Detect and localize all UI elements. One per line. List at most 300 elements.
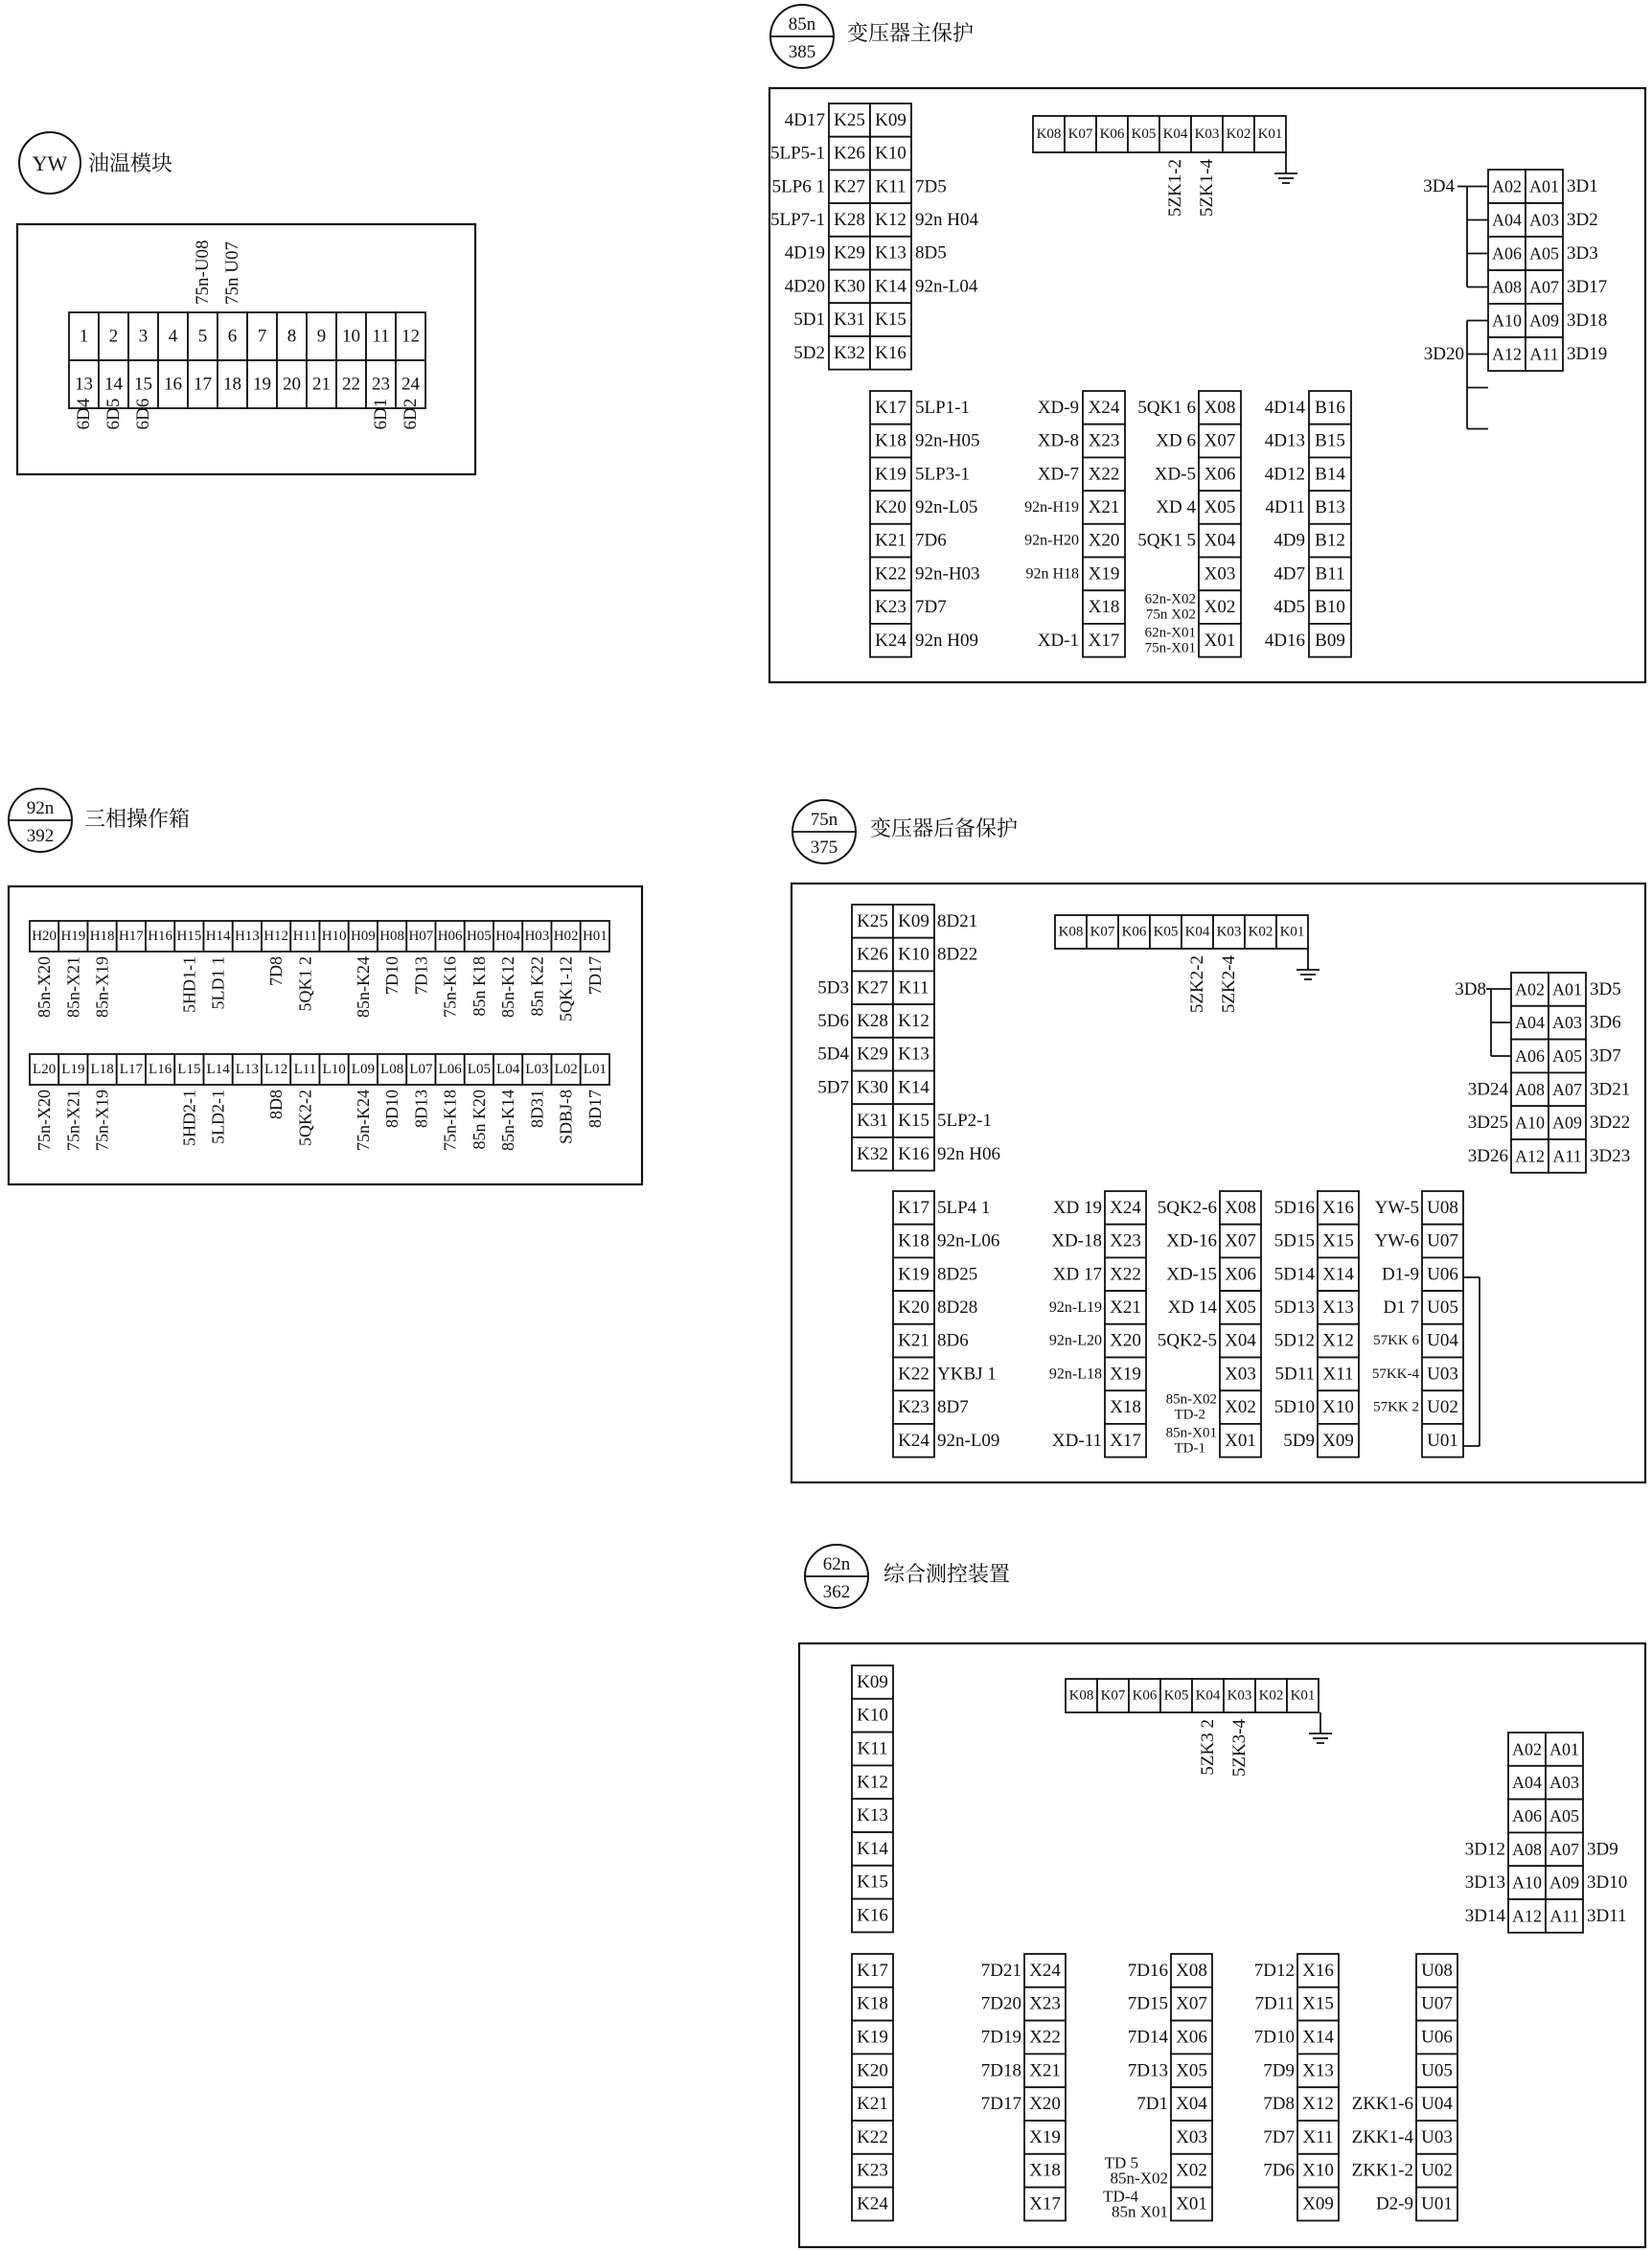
yw-below-label: 6D6 xyxy=(133,398,153,430)
terminal-id: K02 xyxy=(1258,1688,1284,1704)
terminal-id: U06 xyxy=(1427,1264,1458,1285)
terminal-id: A02 xyxy=(1492,176,1522,196)
n85-badge-top: 85n xyxy=(788,14,816,34)
terminal-label: 4D17 xyxy=(784,109,825,130)
terminal-id: K24 xyxy=(875,630,906,651)
terminal-id: K05 xyxy=(1163,1688,1189,1704)
terminal-id: A12 xyxy=(1512,1906,1542,1926)
terminal-id: X21 xyxy=(1088,496,1120,517)
terminal-id: A11 xyxy=(1552,1146,1582,1166)
terminal-label: 5D10 xyxy=(1273,1397,1315,1418)
terminal-id: K28 xyxy=(857,1010,888,1031)
yw-below-label: 6D1 xyxy=(371,398,391,430)
strip-label: 5ZK2-4 xyxy=(1219,955,1239,1014)
terminal-id: X15 xyxy=(1302,1993,1334,2014)
terminal-id: 9 xyxy=(316,326,327,347)
l-row-label: 8D13 xyxy=(411,1090,431,1128)
terminal-id: A09 xyxy=(1549,1872,1579,1893)
terminal-label: TD-4 xyxy=(1103,2187,1138,2206)
terminal-label: 8D7 xyxy=(937,1397,969,1418)
terminal-label: 7D13 xyxy=(1127,2060,1168,2081)
terminal-id: X08 xyxy=(1176,1960,1207,1981)
terminal-id: A04 xyxy=(1492,210,1522,230)
terminal-label: 92n H04 xyxy=(915,209,978,230)
terminal-label: 4D12 xyxy=(1264,464,1305,485)
terminal-label: XD-7 xyxy=(1037,464,1079,485)
terminal-id: K11 xyxy=(875,176,906,197)
terminal-label: 8D22 xyxy=(937,944,978,965)
terminal-id: X01 xyxy=(1204,630,1236,651)
terminal-id: H11 xyxy=(292,929,318,944)
h-row-label: 7D13 xyxy=(411,956,431,995)
terminal-label: ZKK1-2 xyxy=(1351,2160,1413,2181)
terminal-id: A02 xyxy=(1515,979,1545,999)
terminal-id: U03 xyxy=(1427,1364,1458,1385)
terminal-id: K26 xyxy=(857,944,888,965)
terminal-id: K26 xyxy=(834,143,865,164)
terminal-id: X02 xyxy=(1176,2160,1207,2181)
terminal-label: 7D9 xyxy=(1263,2060,1295,2081)
terminal-id: A04 xyxy=(1512,1773,1542,1793)
terminal-label: 75n-X01 xyxy=(1144,640,1196,656)
terminal-label: 3D18 xyxy=(1567,310,1608,331)
terminal-label: 5LP6 1 xyxy=(771,176,825,197)
h-row-label: 85n K22 xyxy=(527,956,547,1017)
terminal-id: X14 xyxy=(1322,1264,1354,1285)
l-row-label: 8D17 xyxy=(585,1090,605,1128)
terminal-id: A10 xyxy=(1492,310,1522,331)
terminal-label: XD-1 xyxy=(1037,630,1079,651)
l-row-label: SDBJ-8 xyxy=(556,1090,576,1145)
terminal-id: U07 xyxy=(1427,1230,1458,1251)
terminal-label: 8D25 xyxy=(937,1264,978,1285)
terminal-id: X07 xyxy=(1204,430,1236,451)
terminal-id: K08 xyxy=(1068,1688,1094,1704)
terminal-id: B16 xyxy=(1315,397,1345,418)
terminal-id: L11 xyxy=(293,1062,317,1077)
terminal-label: 57KK 2 xyxy=(1373,1399,1419,1415)
terminal-id: X04 xyxy=(1225,1330,1256,1351)
terminal-id: X08 xyxy=(1225,1197,1256,1218)
terminal-id: K20 xyxy=(875,496,906,517)
terminal-id: U07 xyxy=(1421,1993,1453,2014)
terminal-label: 7D8 xyxy=(1263,2094,1295,2115)
terminal-id: 22 xyxy=(342,374,360,395)
terminal-id: X23 xyxy=(1029,1993,1061,2014)
terminal-id: 11 xyxy=(372,326,390,347)
terminal-id: H17 xyxy=(118,929,144,944)
terminal-id: X07 xyxy=(1176,1993,1207,2014)
terminal-label: 92n H09 xyxy=(915,630,978,651)
terminal-id: B15 xyxy=(1315,430,1345,451)
terminal-id: X22 xyxy=(1110,1264,1141,1285)
terminal-id: X23 xyxy=(1110,1230,1141,1251)
terminal-id: 21 xyxy=(312,374,331,395)
terminal-label: XD-18 xyxy=(1051,1230,1102,1251)
terminal-id: L15 xyxy=(177,1062,201,1077)
l-row-label: 75n-X20 xyxy=(34,1090,55,1151)
terminal-id: H07 xyxy=(408,929,434,944)
terminal-id: K13 xyxy=(857,1805,888,1826)
terminal-id: X06 xyxy=(1204,464,1236,485)
terminal-id: X17 xyxy=(1088,630,1120,651)
terminal-label: 8D6 xyxy=(937,1330,969,1351)
terminal-id: X09 xyxy=(1322,1430,1354,1451)
terminal-id: X24 xyxy=(1110,1197,1141,1218)
terminal-id: X20 xyxy=(1029,2094,1061,2115)
terminal-id: K14 xyxy=(857,1838,888,1859)
terminal-label: XD 19 xyxy=(1052,1197,1102,1218)
h-row-label: 85n K18 xyxy=(469,956,489,1017)
terminal-label: 85n-X01 xyxy=(1165,1425,1217,1441)
terminal-id: K29 xyxy=(834,242,865,264)
terminal-id: L02 xyxy=(554,1062,578,1077)
terminal-label: 5LP7-1 xyxy=(770,209,825,230)
terminal-id: K21 xyxy=(857,2094,888,2115)
terminal-id: K31 xyxy=(857,1111,888,1132)
terminal-id: A02 xyxy=(1512,1739,1542,1759)
terminal-label: 5D6 xyxy=(817,1010,849,1031)
terminal-id: X21 xyxy=(1110,1297,1141,1318)
n92-title: 三相操作箱 xyxy=(84,808,191,832)
n85-badge-bottom: 385 xyxy=(788,42,816,62)
terminal-id: X06 xyxy=(1225,1264,1256,1285)
terminal-label: 4D19 xyxy=(784,242,825,264)
terminal-label: 85n-X02 xyxy=(1110,2169,1168,2188)
strip-label: 5ZK1-2 xyxy=(1165,159,1185,218)
terminal-id: A03 xyxy=(1552,1013,1582,1033)
terminal-label: 7D6 xyxy=(915,530,947,551)
terminal-id: X07 xyxy=(1225,1230,1256,1251)
terminal-id: K27 xyxy=(834,176,865,197)
terminal-id: K16 xyxy=(875,342,906,363)
terminal-id: B11 xyxy=(1315,563,1345,585)
terminal-id: X01 xyxy=(1225,1430,1256,1451)
terminal-id: K05 xyxy=(1153,924,1179,940)
terminal-id: X19 xyxy=(1088,563,1120,585)
terminal-id: K10 xyxy=(857,1705,888,1726)
terminal-id: K09 xyxy=(898,910,929,931)
terminal-label: 7D7 xyxy=(1263,2126,1295,2147)
terminal-id: A05 xyxy=(1552,1046,1582,1066)
terminal-id: H06 xyxy=(437,929,463,944)
terminal-id: X01 xyxy=(1176,2193,1207,2215)
terminal-label: XD-5 xyxy=(1154,464,1196,485)
terminal-id: U03 xyxy=(1421,2126,1453,2147)
terminal-id: U01 xyxy=(1427,1430,1458,1451)
n75-header xyxy=(792,800,1018,863)
terminal-id: H04 xyxy=(495,929,521,944)
terminal-label: 3D24 xyxy=(1467,1079,1508,1100)
terminal-label: D2-9 xyxy=(1375,2193,1413,2215)
terminal-label: D1-9 xyxy=(1381,1264,1419,1285)
terminal-label: 7D18 xyxy=(980,2060,1021,2081)
terminal-label: ZKK1-4 xyxy=(1351,2126,1413,2147)
terminal-id: X24 xyxy=(1088,397,1120,418)
terminal-id: X22 xyxy=(1029,2027,1061,2048)
terminal-id: U01 xyxy=(1421,2193,1453,2215)
terminal-id: K12 xyxy=(898,1010,929,1031)
terminal-label: 3D4 xyxy=(1423,176,1455,196)
terminal-label: 3D14 xyxy=(1464,1905,1505,1926)
n62-header xyxy=(805,1545,1010,1608)
strip-label: 5ZK3-4 xyxy=(1229,1719,1250,1778)
terminal-id: K18 xyxy=(898,1230,929,1251)
l-row-label: 75n-X19 xyxy=(92,1090,112,1151)
terminal-id: K27 xyxy=(857,977,888,999)
terminal-id: 24 xyxy=(402,374,420,395)
terminal-id: K12 xyxy=(857,1772,888,1793)
terminal-id: X05 xyxy=(1204,496,1236,517)
terminal-id: K09 xyxy=(857,1671,888,1692)
terminal-label: 5D15 xyxy=(1273,1230,1315,1251)
terminal-label: 5QK2-5 xyxy=(1157,1330,1217,1351)
terminal-label: XD 14 xyxy=(1167,1297,1217,1318)
terminal-id: K02 xyxy=(1226,126,1251,142)
terminal-label: 62n-X02 xyxy=(1144,591,1196,608)
terminal-label: 7D6 xyxy=(1263,2160,1295,2181)
terminal-id: K10 xyxy=(875,143,906,164)
terminal-label: 85n-X02 xyxy=(1165,1391,1217,1408)
terminal-id: 2 xyxy=(108,326,119,347)
terminal-id: H13 xyxy=(234,929,260,944)
terminal-label: 3D5 xyxy=(1590,978,1621,999)
terminal-id: K10 xyxy=(898,944,929,965)
terminal-id: B09 xyxy=(1315,630,1345,651)
terminal-id: A11 xyxy=(1549,1906,1579,1926)
terminal-label: TD-2 xyxy=(1174,1407,1205,1423)
terminal-label: 5D1 xyxy=(793,310,825,331)
terminal-id: L17 xyxy=(119,1062,143,1077)
terminal-id: 3 xyxy=(138,326,149,347)
terminal-label: 5D11 xyxy=(1274,1364,1315,1385)
terminal-label: 5LP1-1 xyxy=(915,397,970,418)
terminal-id: 6 xyxy=(227,326,238,347)
terminal-label: 7D14 xyxy=(1127,2027,1168,2048)
terminal-label: 3D19 xyxy=(1567,344,1608,364)
terminal-id: K30 xyxy=(857,1077,888,1098)
terminal-label: 7D17 xyxy=(980,2094,1021,2115)
terminal-id: K22 xyxy=(898,1364,929,1385)
l-row-label: 8D10 xyxy=(382,1090,402,1128)
terminal-id: X12 xyxy=(1302,2094,1334,2115)
terminal-id: A07 xyxy=(1529,277,1559,297)
terminal-label: 7D21 xyxy=(980,1960,1021,1981)
terminal-id: H14 xyxy=(205,929,231,944)
h-row-label: 5QK1 2 xyxy=(295,956,315,1012)
terminal-label: XD-8 xyxy=(1037,430,1079,451)
terminal-label: 92n H06 xyxy=(937,1143,1000,1164)
terminal-id: H19 xyxy=(60,929,86,944)
terminal-label: 57KK-4 xyxy=(1371,1366,1419,1382)
terminal-id: H03 xyxy=(524,929,550,944)
terminal-id: K14 xyxy=(875,276,906,297)
terminal-label: 92n-L05 xyxy=(915,496,978,517)
terminal-label: TD 5 xyxy=(1104,2153,1138,2172)
terminal-label: 5D4 xyxy=(817,1044,849,1065)
l-row-label: 85n K20 xyxy=(469,1090,489,1150)
terminal-label: 92n-L06 xyxy=(937,1230,1000,1251)
terminal-id: 15 xyxy=(134,374,152,395)
n75-badge-top: 75n xyxy=(810,810,838,830)
n92-header xyxy=(9,789,190,852)
terminal-id: A08 xyxy=(1492,277,1522,297)
l-row-label: 85n-K14 xyxy=(498,1090,518,1151)
terminal-id: K15 xyxy=(857,1871,888,1893)
terminal-id: A08 xyxy=(1515,1079,1545,1099)
terminal-id: X08 xyxy=(1204,397,1236,418)
terminal-label: 4D5 xyxy=(1273,597,1305,618)
terminal-label: 92n-L19 xyxy=(1048,1298,1102,1316)
terminal-id: X11 xyxy=(1302,2126,1334,2147)
h-row-label: 85n-X20 xyxy=(34,956,55,1018)
terminal-label: YW-6 xyxy=(1374,1230,1419,1251)
terminal-id: 14 xyxy=(104,374,123,395)
terminal-id: U02 xyxy=(1427,1397,1458,1418)
terminal-id: X15 xyxy=(1322,1230,1354,1251)
terminal-label: 92n H18 xyxy=(1025,565,1079,583)
terminal-id: B13 xyxy=(1315,496,1345,517)
terminal-id: K08 xyxy=(1036,126,1062,142)
terminal-id: K20 xyxy=(857,2060,888,2081)
terminal-label: 75n X02 xyxy=(1145,607,1196,623)
terminal-label: 3D6 xyxy=(1590,1012,1621,1033)
terminal-label: 8D21 xyxy=(937,910,978,931)
strip-label: 5ZK3 2 xyxy=(1198,1719,1218,1776)
yw-header xyxy=(19,132,172,194)
terminal-id: K07 xyxy=(1090,924,1115,940)
terminal-id: X05 xyxy=(1176,2060,1207,2081)
terminal-label: XD 4 xyxy=(1156,496,1196,517)
terminal-id: H05 xyxy=(466,929,492,944)
terminal-id: K32 xyxy=(857,1143,888,1164)
terminal-id: X17 xyxy=(1110,1430,1141,1451)
terminal-id: K01 xyxy=(1279,924,1305,940)
terminal-id: K03 xyxy=(1227,1688,1252,1704)
terminal-id: K31 xyxy=(834,310,865,331)
terminal-id: X02 xyxy=(1225,1397,1256,1418)
terminal-id: A01 xyxy=(1552,979,1582,999)
terminal-id: K01 xyxy=(1257,126,1283,142)
yw-above-label: 75n U07 xyxy=(222,241,242,305)
terminal-id: L08 xyxy=(380,1062,404,1077)
terminal-label: 7D11 xyxy=(1254,1993,1295,2014)
strip-label: 5ZK1-4 xyxy=(1197,159,1217,218)
terminal-label: 92n-L20 xyxy=(1048,1332,1102,1349)
terminal-label: 92n-L04 xyxy=(915,276,978,297)
terminal-id: A05 xyxy=(1549,1806,1579,1825)
terminal-id: H10 xyxy=(321,929,347,944)
h-row-label: 7D17 xyxy=(585,956,605,995)
terminal-id: K29 xyxy=(857,1044,888,1065)
terminal-label: 92n-H19 xyxy=(1024,498,1079,516)
terminal-id: A05 xyxy=(1529,243,1559,264)
terminal-label: 5D16 xyxy=(1273,1197,1315,1218)
terminal-id: K17 xyxy=(875,397,906,418)
terminal-id: K11 xyxy=(898,977,929,999)
n85-title: 变压器主保护 xyxy=(847,22,975,46)
terminal-label: 5D3 xyxy=(817,977,849,999)
terminal-id: K07 xyxy=(1067,126,1093,142)
terminal-id: X16 xyxy=(1322,1197,1354,1218)
terminal-label: YW-5 xyxy=(1374,1197,1419,1218)
terminal-id: L01 xyxy=(583,1062,607,1077)
terminal-id: K11 xyxy=(857,1738,888,1759)
terminal-id: H01 xyxy=(582,929,608,944)
terminal-id: K03 xyxy=(1194,126,1220,142)
n92-badge-top: 92n xyxy=(26,798,55,818)
l-row-label: 5HD2-1 xyxy=(179,1090,199,1146)
terminal-id: K21 xyxy=(898,1330,929,1351)
terminal-id: K18 xyxy=(875,430,906,451)
terminal-label: 3D7 xyxy=(1590,1045,1621,1067)
h-row-label: 85n-K12 xyxy=(498,956,518,1018)
terminal-id: K30 xyxy=(834,276,865,297)
terminal-label: 5D13 xyxy=(1273,1297,1315,1318)
terminal-label: 7D10 xyxy=(1253,2027,1295,2048)
terminal-label: 3D25 xyxy=(1467,1113,1508,1134)
terminal-id: X18 xyxy=(1088,597,1120,618)
terminal-label: 4D20 xyxy=(784,276,825,297)
yw-above-label: 75n-U08 xyxy=(193,240,213,305)
terminal-label: D1 7 xyxy=(1383,1297,1419,1318)
h-row-label: 5HD1-1 xyxy=(179,956,199,1013)
l-row-label: 75n-X21 xyxy=(63,1090,83,1151)
terminal-label: 3D22 xyxy=(1590,1113,1631,1134)
terminal-id: K23 xyxy=(875,597,906,618)
terminal-id: K24 xyxy=(898,1430,929,1451)
terminal-id: X03 xyxy=(1225,1364,1256,1385)
terminal-label: 4D13 xyxy=(1264,430,1305,451)
terminal-id: H08 xyxy=(379,929,405,944)
h-row-label: 85n-K24 xyxy=(353,956,373,1018)
terminal-id: X10 xyxy=(1302,2160,1334,2181)
terminal-label: 85n X01 xyxy=(1111,2202,1168,2221)
terminal-label: 5QK2-6 xyxy=(1157,1197,1217,1218)
terminal-label: XD 17 xyxy=(1052,1264,1102,1285)
terminal-id: B14 xyxy=(1315,464,1345,485)
terminal-id: K12 xyxy=(875,209,906,230)
terminal-label: 92n-H20 xyxy=(1024,532,1079,549)
terminal-id: A10 xyxy=(1512,1872,1542,1893)
terminal-id: K28 xyxy=(834,209,865,230)
terminal-id: K15 xyxy=(875,310,906,331)
terminal-label: 92n-H03 xyxy=(915,563,980,585)
terminal-label: 5LP4 1 xyxy=(937,1197,991,1218)
terminal-id: K22 xyxy=(857,2126,888,2147)
terminal-label: 5LP2-1 xyxy=(937,1111,992,1132)
terminal-id: H12 xyxy=(264,929,289,944)
terminal-id: A06 xyxy=(1492,243,1522,264)
terminal-id: A08 xyxy=(1512,1839,1542,1859)
terminal-label: 57KK 6 xyxy=(1373,1333,1419,1349)
terminal-id: X10 xyxy=(1322,1397,1354,1418)
terminal-id: X03 xyxy=(1176,2126,1207,2147)
terminal-id: H18 xyxy=(89,929,115,944)
terminal-id: K19 xyxy=(875,464,906,485)
terminal-id: K06 xyxy=(1132,1688,1158,1704)
terminal-label: XD-15 xyxy=(1166,1264,1217,1285)
yw-below-label: 6D4 xyxy=(74,398,94,430)
terminal-label: 3D8 xyxy=(1455,978,1486,999)
terminal-label: 5LP5-1 xyxy=(770,143,825,164)
terminal-id: X02 xyxy=(1204,597,1236,618)
terminal-id: H09 xyxy=(350,929,376,944)
terminal-id: U05 xyxy=(1427,1297,1458,1318)
terminal-label: 5QK1 6 xyxy=(1137,397,1196,418)
terminal-id: H02 xyxy=(553,929,579,944)
terminal-id: A06 xyxy=(1512,1806,1542,1825)
